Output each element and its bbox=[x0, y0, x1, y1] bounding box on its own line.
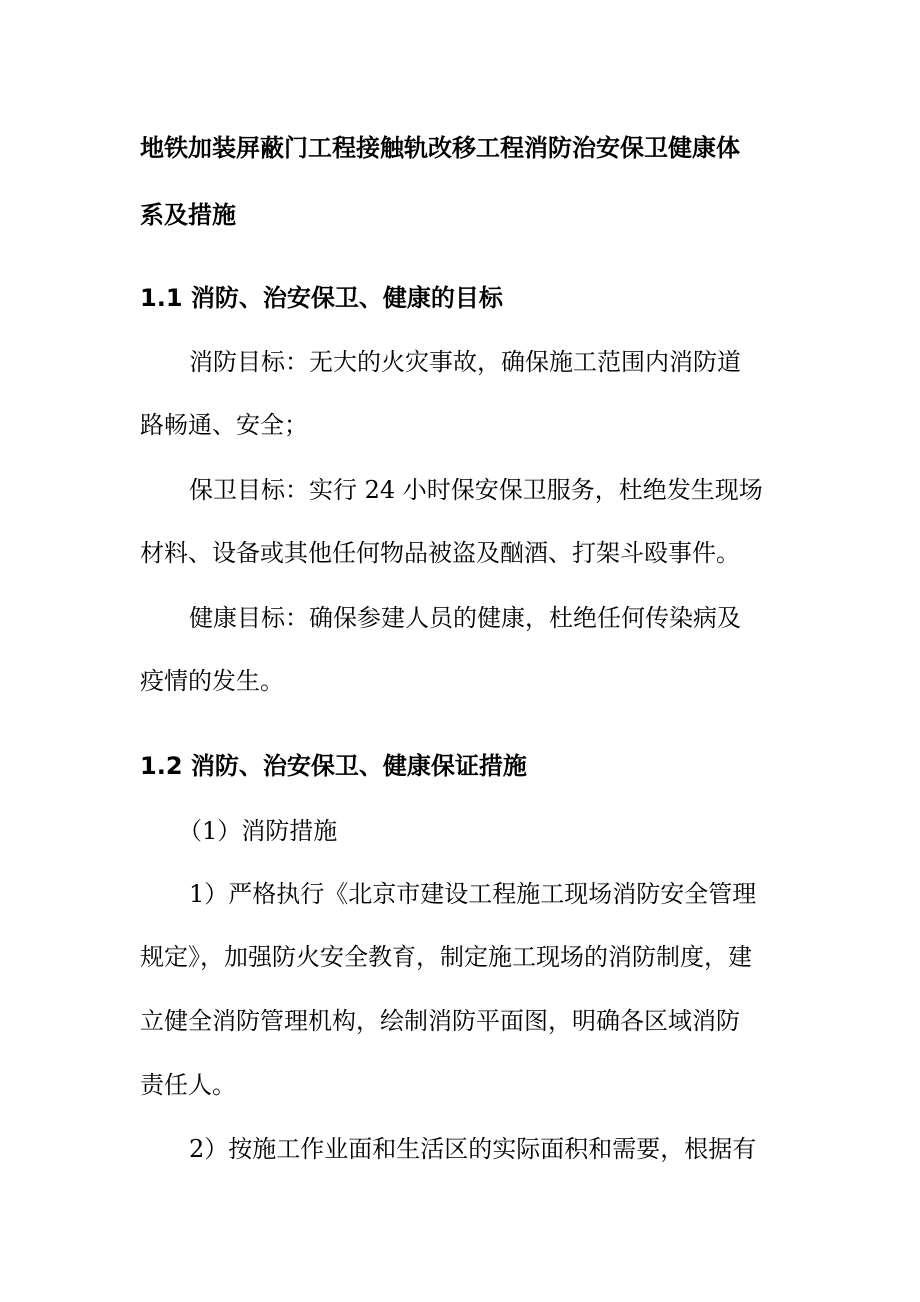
document-title-line-2: 系及措施 bbox=[140, 201, 236, 229]
section-1-1-heading: 1.1 消防、治安保卫、健康的目标 bbox=[140, 284, 503, 312]
measure-item-1-line-4: 责任人。 bbox=[140, 1071, 236, 1099]
measure-item-1-line-3: 立健全消防管理机构，绘制消防平面图，明确各区域消防 bbox=[140, 1007, 740, 1035]
fire-measures-subheading: （1）消防措施 bbox=[178, 817, 338, 845]
fire-goal-line-2: 路畅通、安全； bbox=[140, 411, 308, 439]
document-title-line-1: 地铁加装屏蔽门工程接触轨改移工程消防治安保卫健康体 bbox=[140, 134, 740, 162]
health-goal-line-2: 疫情的发生。 bbox=[140, 667, 284, 695]
measure-item-1-line-1: 1）严格执行《北京市建设工程施工现场消防安全管理 bbox=[189, 880, 757, 908]
measure-item-2-line-1: 2）按施工作业面和生活区的实际面积和需要，根据有 bbox=[189, 1135, 757, 1163]
fire-goal-line-1: 消防目标：无大的火灾事故，确保施工范围内消防道 bbox=[189, 348, 741, 376]
security-goal-line-1: 保卫目标：实行 24 小时保安保卫服务，杜绝发生现场 bbox=[189, 476, 763, 504]
measure-item-1-line-2: 规定》，加强防火安全教育，制定施工现场的消防制度，建 bbox=[140, 943, 752, 971]
health-goal-line-1: 健康目标：确保参建人员的健康，杜绝任何传染病及 bbox=[189, 604, 741, 632]
security-goal-line-2: 材料、设备或其他任何物品被盗及酗酒、打架斗殴事件。 bbox=[140, 539, 740, 567]
section-1-2-heading: 1.2 消防、治安保卫、健康保证措施 bbox=[140, 752, 527, 780]
